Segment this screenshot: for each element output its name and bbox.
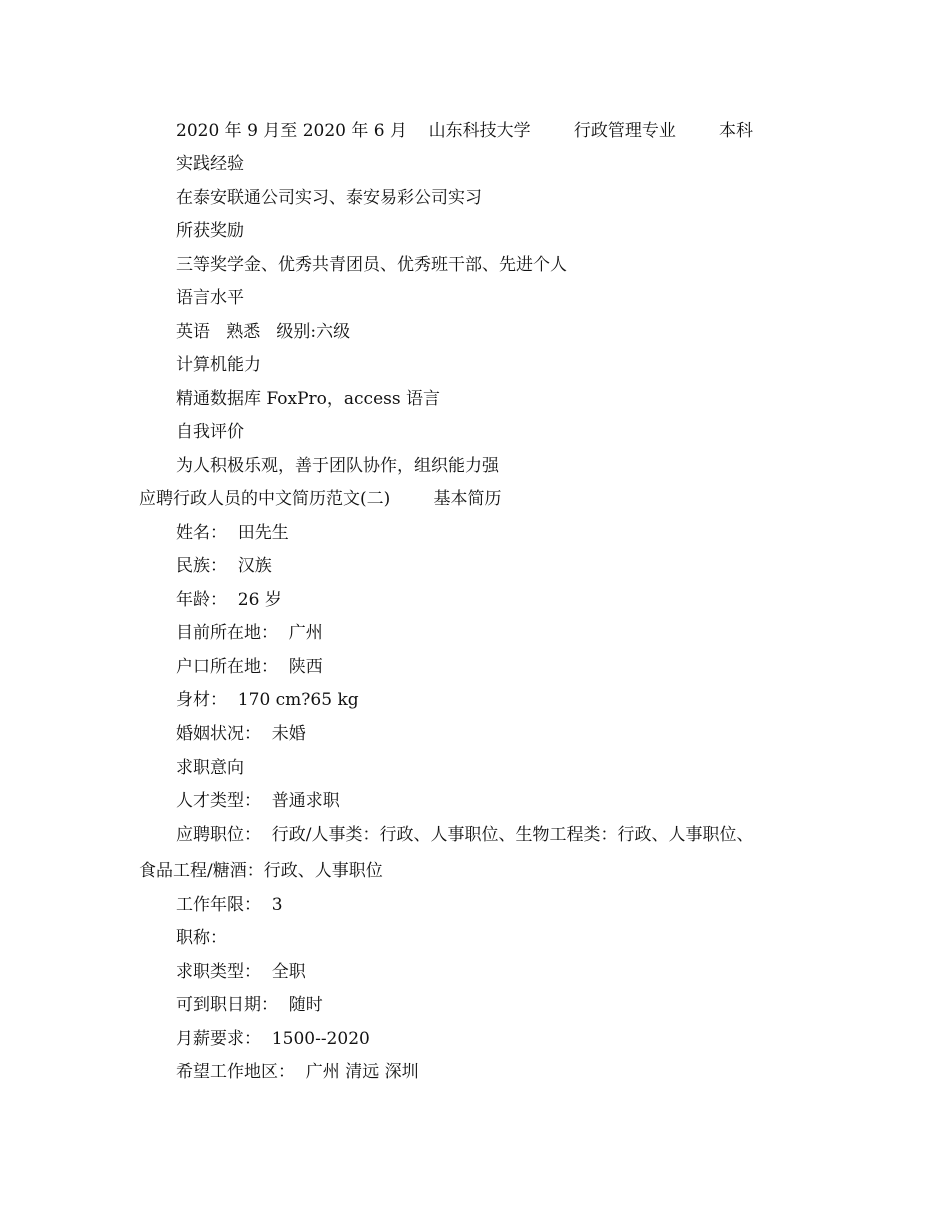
- field-hukou: 户口所在地： 陕西: [176, 657, 323, 677]
- language-text: 英语 熟悉 级别:六级: [176, 322, 351, 342]
- computer-text: 精通数据库 FoxPro，access 语言: [176, 389, 440, 409]
- section-heading-self-evaluation: 自我评价: [176, 422, 244, 442]
- field-ethnicity: 民族： 汉族: [176, 556, 272, 576]
- field-title: 职称：: [176, 928, 227, 948]
- field-job-type: 求职类型： 全职: [176, 962, 306, 982]
- field-talent-type: 人才类型： 普通求职: [176, 791, 340, 811]
- section-heading-awards: 所获奖励: [176, 221, 244, 241]
- practice-text: 在泰安联通公司实习、泰安易彩公司实习: [176, 188, 482, 208]
- field-available-date: 可到职日期： 随时: [176, 995, 323, 1015]
- field-age: 年龄： 26 岁: [176, 590, 282, 610]
- field-marital-status: 婚姻状况： 未婚: [176, 724, 306, 744]
- field-applied-position-continued: 食品工程/糖酒：行政、人事职位: [139, 861, 383, 881]
- field-work-area: 希望工作地区： 广州 清远 深圳: [176, 1062, 419, 1082]
- section-heading-language: 语言水平: [176, 288, 244, 308]
- section-heading-practice: 实践经验: [176, 154, 244, 174]
- section-heading-computer: 计算机能力: [176, 355, 261, 375]
- section-heading-job-intention: 求职意向: [176, 758, 244, 778]
- awards-text: 三等奖学金、优秀共青团员、优秀班干部、先进个人: [176, 255, 567, 275]
- field-current-location: 目前所在地： 广州: [176, 623, 323, 643]
- resume-two-title: 应聘行政人员的中文简历范文(二) 基本简历: [139, 489, 502, 509]
- field-body: 身材： 170 cm?65 kg: [176, 690, 359, 710]
- field-salary: 月薪要求： 1500--2020: [176, 1029, 370, 1049]
- field-applied-position: 应聘职位： 行政/人事类：行政、人事职位、生物工程类：行政、人事职位、: [176, 825, 754, 845]
- self-evaluation-text: 为人积极乐观，善于团队协作，组织能力强: [176, 456, 499, 476]
- field-name: 姓名： 田先生: [176, 523, 289, 543]
- field-work-years: 工作年限： 3: [176, 895, 283, 915]
- education-line: 2020 年 9 月至 2020 年 6 月 山东科技大学 行政管理专业 本科: [176, 121, 754, 141]
